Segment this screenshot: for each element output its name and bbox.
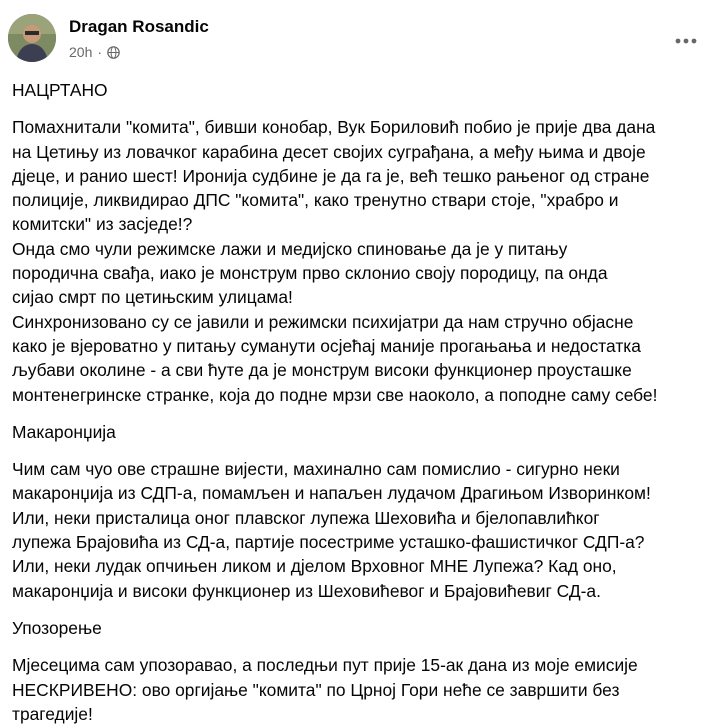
- author-name[interactable]: Dragan Rosandic: [69, 17, 209, 36]
- post-paragraph: Чим сам чуо ове страшне вијести, махинално сам помислио - сигурно неки макаронџија из СДП-а, помамљен и напаљен лудачом Драгињом Изворинком! Или, неки присталица оног плавског лупежа Шеховића и бјелопавлићког лупежа Брајовића из СД-а, партије посестриме усташко-фашистичког СДП-а? Или, неки лудак опчињен ликом и дјелом Врховног МНЕ Лупежа? Кад оно, макаронџија и високи функционер из Шеховићевог и Брајовићевиг СД-а.: [12, 459, 651, 601]
- post-paragraph: Мјесецима сам упозоравао, а последњи пут прије 15-ак дана из моје емисије НЕСКРИВЕНО: ово оргијање "комита" по Црној Гори неће се завршити без трагедије!: [12, 655, 638, 724]
- post-heading: НАЦРТАНО: [12, 80, 108, 100]
- post-body: [12, 78, 708, 726]
- post-paragraph: Помахнитали "комита", бивши конобар, Вук Бориловић побио је прије два дана на Цетињу из ловачког карабина десет својих суграђана, а међу њима и двоје дјеце, и раниo шест! Иронија судбине је да га је, већ тешко рањеног од стране полиције, ликвидирао ДПС "комита", како тренутно ствари стоје, "храбро и комитски" из засједе!? Онда смо чули режимске лажи и медијско спиновање да је у питању породична свађа, иако је монструм прво склонио своју породицу, па онда сијао смрт по цетињским улицама! Синхронизовано су се јавили и режимски психијатри да нам стручно објасне како је вјероватно у питању суманути осјећај маније прогањања и недостатка љубави околине - а сви ћуте да је монструм високи функционер проусташке монтенегринске странке, која до подне мрзи све наоколо, а поподне саму себе!: [12, 117, 658, 405]
- meta-separator: ·: [97, 44, 103, 60]
- more-options-icon: [675, 38, 697, 44]
- post-section-title: Упозорење: [12, 617, 102, 638]
- post-meta: [69, 44, 120, 60]
- avatar[interactable]: [8, 14, 56, 62]
- globe-icon[interactable]: [107, 46, 120, 59]
- post-timestamp[interactable]: 20h: [69, 44, 93, 60]
- post-section-title: Макаронџија: [12, 421, 116, 442]
- more-options-button[interactable]: [668, 26, 704, 56]
- post-header: [0, 0, 710, 76]
- profile-photo: [8, 14, 56, 62]
